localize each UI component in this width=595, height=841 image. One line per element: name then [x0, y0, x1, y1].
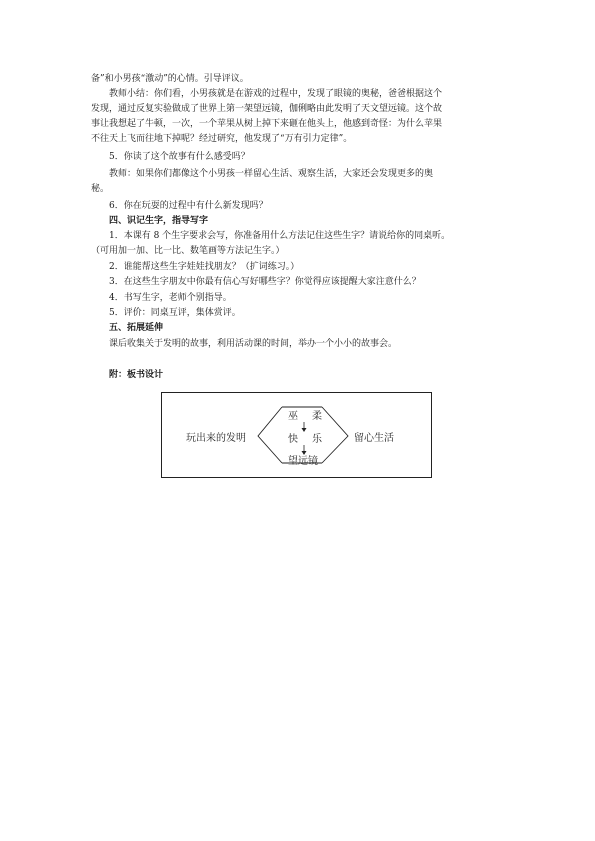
right-bracket-line — [322, 407, 348, 463]
board-mid-char-a: 快 — [288, 434, 298, 445]
board-top-char-b: 柔 — [312, 411, 322, 422]
arrow-head-2 — [302, 451, 307, 455]
board-left-text: 玩出来的发明 — [186, 433, 246, 444]
text-line: 教师：如果你们都像这个小男孩一样留心生活、观察生活，大家还会发现更多的奥 — [109, 169, 434, 179]
board-right-text: 留心生活 — [354, 433, 394, 444]
text-line: 1．本课有 8 个生字要求会写，你准备用什么方法记住这些生字？请说给你的同桌听。 — [109, 231, 451, 241]
text-line: 6．你在玩耍的过程中有什么新发现吗？ — [109, 201, 268, 211]
board-bottom-text: 望远镜 — [288, 456, 318, 467]
section-heading: 五、拓展延伸 — [109, 323, 164, 333]
text-line: 秘。 — [91, 184, 110, 194]
text-line: 不往天上飞而往地下掉呢？经过研究，他发现了“万有引力定律”。 — [91, 134, 353, 144]
text-line: 教师小结：你们看，小男孩就是在游戏的过程中，发现了眼镜的奥秘，爸爸根据这个 — [109, 89, 443, 99]
text-line: 课后收集关于发明的故事，利用活动课的时间，举办一个小小的故事会。 — [109, 339, 398, 349]
text-line: （可用加一加、比一比、数笔画等方法记生字。） — [91, 246, 285, 256]
text-line: 3．在这些生字朋友中你最有信心写好哪些字？你觉得应该提醒大家注意什么？ — [109, 277, 421, 287]
text-line: 2．谁能帮这些生字娃娃找朋友？（扩词练习。） — [109, 262, 300, 272]
board-design-heading: 附：板书设计 — [109, 370, 164, 380]
arrow-head-1 — [302, 428, 307, 432]
text-line: 5．你读了这个故事有什么感受吗？ — [109, 152, 250, 162]
board-design-diagram — [161, 392, 432, 478]
text-line: 备”和小男孩“激动”的心情。引导评议。 — [91, 74, 249, 84]
board-diagram-svg — [162, 393, 433, 479]
left-bracket-line — [258, 407, 282, 463]
text-line: 4．书写生字，老师个别指导。 — [109, 293, 232, 303]
text-line: 5．评价：同桌互评，集体赏评。 — [109, 308, 241, 318]
section-heading: 四、识记生字，指导写字 — [109, 216, 209, 226]
text-line: 事让我想起了牛顿，一次，一个苹果从树上掉下来砸在他头上，他感到奇怪：为什么苹果 — [91, 119, 443, 129]
board-top-char-a: 巫 — [288, 411, 298, 422]
text-line: 发现，通过反复实验做成了世界上第一架望远镜，伽俐略由此发明了天文望远镜。这个故 — [91, 104, 443, 114]
board-mid-char-b: 乐 — [312, 434, 322, 445]
